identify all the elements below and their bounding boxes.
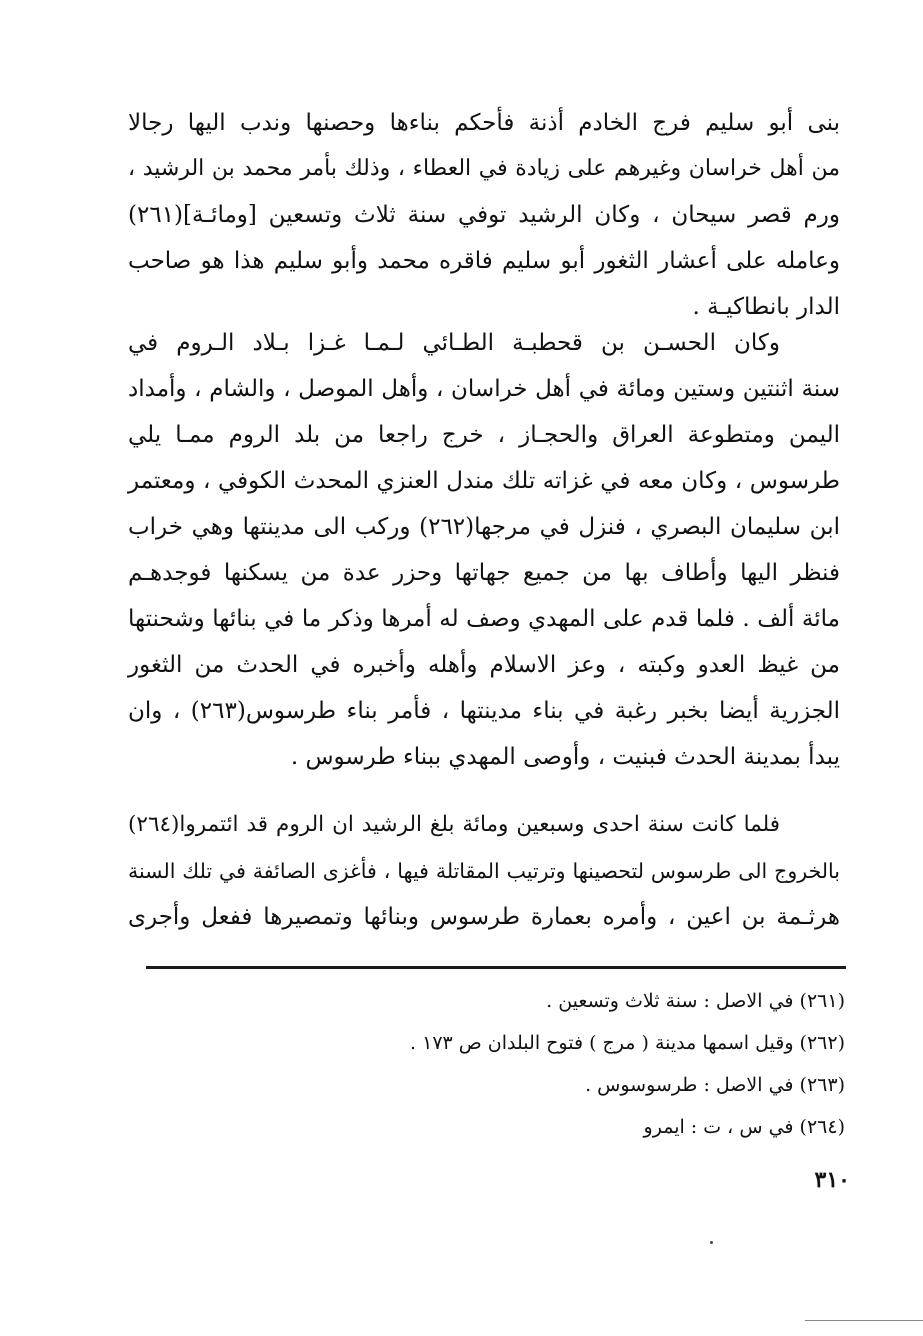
text-line: وعامله على أعشار الثغور أبو سليم فاقره محمد وأبو سليم هذا هو صاحب: [128, 248, 840, 274]
text-line: مائة ألف . فلما قدم على المهدي وصف له أمرها وذكر ما في بنائها وشحنتها: [128, 606, 840, 632]
text-line: وكان الحسـن بن قحطبـة الطـائي لـمـا غـزا بـلاد الـروم في: [128, 330, 780, 356]
text-line: فنظر اليها وأطاف بها من جميع جهاتها وحزر عدة من يسكنها فوجدهـم: [128, 560, 840, 586]
paragraph-1: [128, 100, 840, 330]
scan-edge-line: [805, 1320, 923, 1321]
text-line: الجزرية أيضا بخبر رغبة في بناء مدينتها ، فأمر بناء طرسوس(٢٦٣) ، وان: [128, 698, 841, 724]
footnotes: [260, 980, 845, 1148]
text-line: سنة اثنتين وستين ومائة في أهل خراسان ، وأهل الموصل ، والشام ، وأمداد: [128, 376, 840, 402]
footnote-264: (٢٦٤) في س ، ت : ايمرو: [643, 1116, 845, 1138]
text-line: يبدأ بمدينة الحدث فبنيت ، وأوصى المهدي ببناء طرسوس .: [290, 744, 840, 770]
text-line: اليمن ومتطوعة العراق والحجـاز ، خرج راجعا من بلد الروم ممـا يلي: [128, 422, 840, 448]
footnote-263: (٢٦٣) في الاصل : طرسوسوس .: [585, 1074, 845, 1096]
text-line: بنى أبو سليم فرج الخادم أذنة فأحكم بناءها وحصنها وندب اليها رجالا: [128, 110, 840, 136]
paragraph-3: [128, 802, 840, 940]
text-line: ابن سليمان البصري ، فنزل في مرجها(٢٦٢) وركب الى مدينتها وهي خراب: [128, 514, 840, 540]
text-line: طرسوس ، وكان معه في غزاته تلك مندل العنزي المحدث الكوفي ، ومعتمر: [128, 468, 840, 494]
text-line: الدار بانطاكيـة .: [692, 294, 840, 320]
paragraph-2: [128, 320, 840, 780]
scan-speck: [710, 1241, 713, 1244]
text-line: بالخروج الى طرسوس لتحصينها وترتيب المقاتلة فيها ، فأغزى الصائفة في تلك السنة: [128, 859, 840, 883]
text-line: ورم قصر سيحان ، وكان الرشيد توفي سنة ثلاث وتسعين [ومائـة](٢٦١): [128, 202, 840, 228]
footnote-261: (٢٦١) في الاصل : سنة ثلاث وتسعين .: [546, 990, 845, 1012]
text-line: من غيظ العدو وكبته ، وعز الاسلام وأهله وأخبره في الحدث من الثغور: [128, 652, 840, 678]
text-line: فلما كانت سنة احدى وسبعين ومائة بلغ الرشيد ان الروم قد ائتمروا(٢٦٤): [128, 812, 780, 837]
text-line: من أهل خراسان وغيرهم على زيادة في العطاء ، وذلك بأمر محمد بن الرشيد ،: [128, 156, 841, 181]
page-number: ٣١٠: [814, 1167, 850, 1193]
footnote-262: (٢٦٢) وقيل اسمها مدينة ( مرج ) فتوح البلدان ص ١٧٣ .: [410, 1032, 845, 1054]
footnote-divider: [146, 966, 846, 969]
text-line: هرثـمة بن اعين ، وأمره بعمارة طرسوس وبنائها وتمصيرها ففعل وأجرى: [128, 904, 840, 930]
